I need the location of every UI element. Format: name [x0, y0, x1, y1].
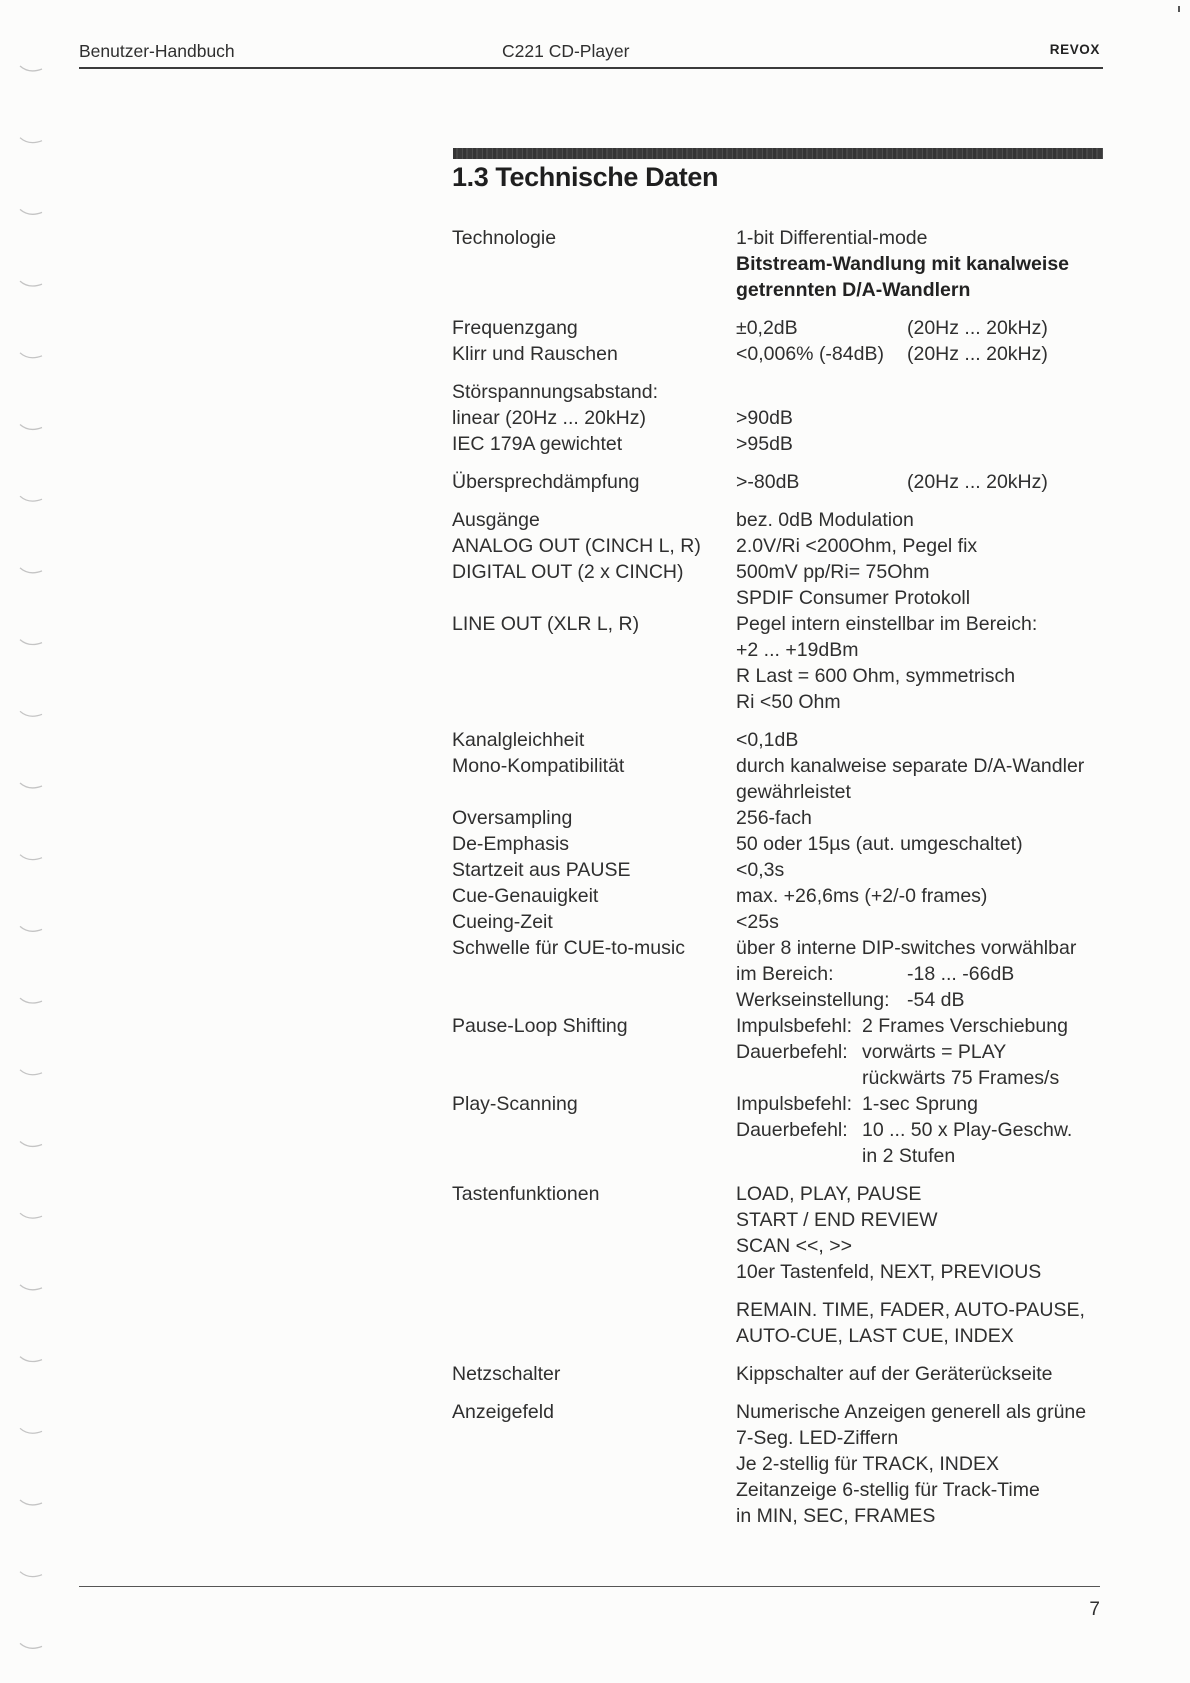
spec-value: Ri <50 Ohm — [736, 691, 841, 713]
spec-line — [0, 857, 1190, 883]
spec-range: -18 ... -66dB — [907, 963, 1015, 985]
spec-label: Cueing-Zeit — [452, 911, 553, 933]
spec-line — [0, 277, 1190, 303]
spec-line — [0, 753, 1190, 779]
spec-line — [0, 559, 1190, 585]
spec-value: max. +26,6ms (+2/-0 frames) — [736, 885, 988, 907]
spec-line — [0, 1297, 1190, 1323]
spec-value: Zeitanzeige 6-stellig für Track-Time — [736, 1479, 1040, 1501]
spec-line — [0, 585, 1190, 611]
spec-line — [0, 935, 1190, 961]
spec-value: 7-Seg. LED-Ziffern — [736, 1427, 899, 1449]
spec-line — [0, 805, 1190, 831]
spec-label: Klirr und Rauschen — [452, 343, 618, 365]
spec-label: Anzeigefeld — [452, 1401, 554, 1423]
spec-line — [0, 637, 1190, 663]
spec-value: durch kanalweise separate D/A-Wandler — [736, 755, 1085, 777]
footer-rule — [79, 1586, 1100, 1587]
spec-line — [0, 1233, 1190, 1259]
spec-line — [0, 663, 1190, 689]
spec-value: SPDIF Consumer Protokoll — [736, 587, 971, 609]
spec-line — [0, 1503, 1190, 1529]
spec-label: LINE OUT (XLR L, R) — [452, 613, 640, 635]
spec-label: Störspannungsabstand: — [452, 381, 658, 403]
header-rule — [79, 67, 1103, 69]
spec-group — [0, 1181, 1190, 1285]
spec-label: IEC 179A gewichtet — [452, 433, 623, 455]
spec-line — [0, 779, 1190, 805]
page-number: 7 — [1089, 1599, 1100, 1620]
spec-value: getrennten D/A-Wandlern — [736, 279, 971, 301]
spec-line — [0, 405, 1190, 431]
spec-value: 500mV pp/Ri= 75Ohm — [736, 561, 930, 583]
spec-label: Frequenzgang — [452, 317, 578, 339]
spec-value: >90dB — [736, 407, 793, 429]
spec-value: 10er Tastenfeld, NEXT, PREVIOUS — [736, 1261, 1042, 1283]
spec-line — [0, 727, 1190, 753]
spec-line — [0, 507, 1190, 533]
spec-line — [0, 469, 1190, 495]
spec-line — [0, 611, 1190, 637]
spec-line — [0, 533, 1190, 559]
spec-value: >-80dB — [736, 471, 800, 493]
spec-value: ±0,2dB — [736, 317, 798, 339]
spec-label: Cue-Genauigkeit — [452, 885, 599, 907]
spec-group — [0, 1399, 1190, 1529]
spec-group — [0, 469, 1190, 495]
binding-hole-mark — [20, 1572, 42, 1577]
spec-detail: vorwärts = PLAY — [862, 1041, 1007, 1063]
spec-line — [0, 1477, 1190, 1503]
spec-group — [0, 507, 1190, 715]
spec-line — [0, 831, 1190, 857]
spec-line — [0, 883, 1190, 909]
spec-value: gewährleistet — [736, 781, 851, 803]
header-product-name: C221 CD-Player — [502, 41, 630, 61]
spec-value: START / END REVIEW — [736, 1209, 938, 1231]
spec-value: LOAD, PLAY, PAUSE — [736, 1183, 922, 1205]
spec-line — [0, 987, 1190, 1013]
spec-range: (20Hz ... 20kHz) — [907, 471, 1048, 493]
spec-value: Bitstream-Wandlung mit kanalweise — [736, 253, 1070, 275]
spec-label: ANALOG OUT (CINCH L, R) — [452, 535, 701, 557]
spec-label: linear (20Hz ... 20kHz) — [452, 407, 646, 429]
spec-line — [0, 689, 1190, 715]
spec-group — [0, 315, 1190, 367]
spec-label: Übersprechdämpfung — [452, 471, 640, 493]
spec-line — [0, 1361, 1190, 1387]
spec-line — [0, 909, 1190, 935]
spec-value: Werkseinstellung: — [736, 989, 890, 1011]
spec-line — [0, 1451, 1190, 1477]
spec-line — [0, 341, 1190, 367]
spec-value: REMAIN. TIME, FADER, AUTO-PAUSE, — [736, 1299, 1085, 1321]
spec-detail: in 2 Stufen — [862, 1145, 956, 1167]
spec-label: De-Emphasis — [452, 833, 570, 855]
spec-line — [0, 1207, 1190, 1233]
spec-line — [0, 1013, 1190, 1039]
spec-label: Play-Scanning — [452, 1093, 578, 1115]
spec-value: SCAN <<, >> — [736, 1235, 852, 1257]
spec-value: <0,006% (-84dB) — [736, 343, 884, 365]
spec-label: Technologie — [452, 227, 557, 249]
spec-value: +2 ... +19dBm — [736, 639, 859, 661]
spec-value: Numerische Anzeigen generell als grüne — [736, 1401, 1087, 1423]
spec-label: Tastenfunktionen — [452, 1183, 600, 1205]
spec-range: -54 dB — [907, 989, 965, 1011]
spec-value: 2.0V/Ri <200Ohm, Pegel fix — [736, 535, 978, 557]
spec-value: 256-fach — [736, 807, 812, 829]
spec-value: R Last = 600 Ohm, symmetrisch — [736, 665, 1016, 687]
spec-label: Startzeit aus PAUSE — [452, 859, 631, 881]
spec-line — [0, 961, 1190, 987]
spec-detail: 2 Frames Verschiebung — [862, 1015, 1068, 1037]
spec-value: 1-bit Differential-mode — [736, 227, 928, 249]
spec-value: Impulsbefehl: — [736, 1015, 852, 1037]
spec-label: Pause-Loop Shifting — [452, 1015, 628, 1037]
binding-hole-mark — [20, 1643, 42, 1648]
binding-hole-mark — [20, 209, 42, 214]
spec-group — [0, 379, 1190, 457]
spec-table — [0, 225, 1190, 1529]
spec-label: Oversampling — [452, 807, 573, 829]
spec-value: bez. 0dB Modulation — [736, 509, 914, 531]
spec-label: Schwelle für CUE-to-music — [452, 937, 685, 959]
spec-value: <0,1dB — [736, 729, 799, 751]
spec-detail: 10 ... 50 x Play-Geschw. — [862, 1119, 1073, 1141]
spec-value: <0,3s — [736, 859, 785, 881]
spec-line — [0, 251, 1190, 277]
spec-line — [0, 1259, 1190, 1285]
spec-value: Impulsbefehl: — [736, 1093, 852, 1115]
spec-detail: rückwärts 75 Frames/s — [862, 1067, 1060, 1089]
spec-line — [0, 1143, 1190, 1169]
spec-line — [0, 1399, 1190, 1425]
spec-value: Pegel intern einstellbar im Bereich: — [736, 613, 1038, 635]
spec-line — [0, 1065, 1190, 1091]
spec-line — [0, 1323, 1190, 1349]
spec-line — [0, 1117, 1190, 1143]
spec-value: <25s — [736, 911, 779, 933]
spec-value: >95dB — [736, 433, 793, 455]
spec-label: DIGITAL OUT (2 x CINCH) — [452, 561, 684, 583]
section-title: 1.3 Technische Daten — [452, 162, 719, 192]
spec-line — [0, 431, 1190, 457]
spec-range: (20Hz ... 20kHz) — [907, 343, 1048, 365]
spec-line — [0, 1425, 1190, 1451]
spec-value: Kippschalter auf der Geräterückseite — [736, 1363, 1053, 1385]
binding-hole-mark — [20, 138, 42, 143]
spec-value: Dauerbefehl: — [736, 1119, 848, 1141]
spec-label: Kanalgleichheit — [452, 729, 585, 751]
spec-range: (20Hz ... 20kHz) — [907, 317, 1048, 339]
spec-line — [0, 1091, 1190, 1117]
spec-label: Ausgänge — [452, 509, 540, 531]
scan-speck — [1178, 6, 1180, 12]
spec-group — [0, 225, 1190, 303]
spec-group — [0, 727, 1190, 1169]
spec-line — [0, 225, 1190, 251]
spec-value: Je 2-stellig für TRACK, INDEX — [736, 1453, 999, 1475]
spec-group — [0, 1361, 1190, 1387]
spec-line — [0, 1039, 1190, 1065]
header-manual-title: Benutzer-Handbuch — [79, 41, 235, 61]
section-rule-bar — [453, 148, 1103, 159]
spec-value: über 8 interne DIP-switches vorwählbar — [736, 937, 1077, 959]
spec-value: 50 oder 15µs (aut. umgeschaltet) — [736, 833, 1023, 855]
spec-detail: 1-sec Sprung — [862, 1093, 978, 1115]
brand-logo: REVOX — [1049, 42, 1100, 57]
spec-value: AUTO-CUE, LAST CUE, INDEX — [736, 1325, 1014, 1347]
binding-hole-mark — [20, 66, 42, 71]
spec-value: Dauerbefehl: — [736, 1041, 848, 1063]
spec-label: Netzschalter — [452, 1363, 561, 1385]
spec-value: im Bereich: — [736, 963, 834, 985]
spec-group — [0, 1297, 1190, 1349]
spec-label: Mono-Kompatibilität — [452, 755, 625, 777]
spec-line — [0, 1181, 1190, 1207]
spec-line — [0, 379, 1190, 405]
spec-line — [0, 315, 1190, 341]
spec-value: in MIN, SEC, FRAMES — [736, 1505, 936, 1527]
